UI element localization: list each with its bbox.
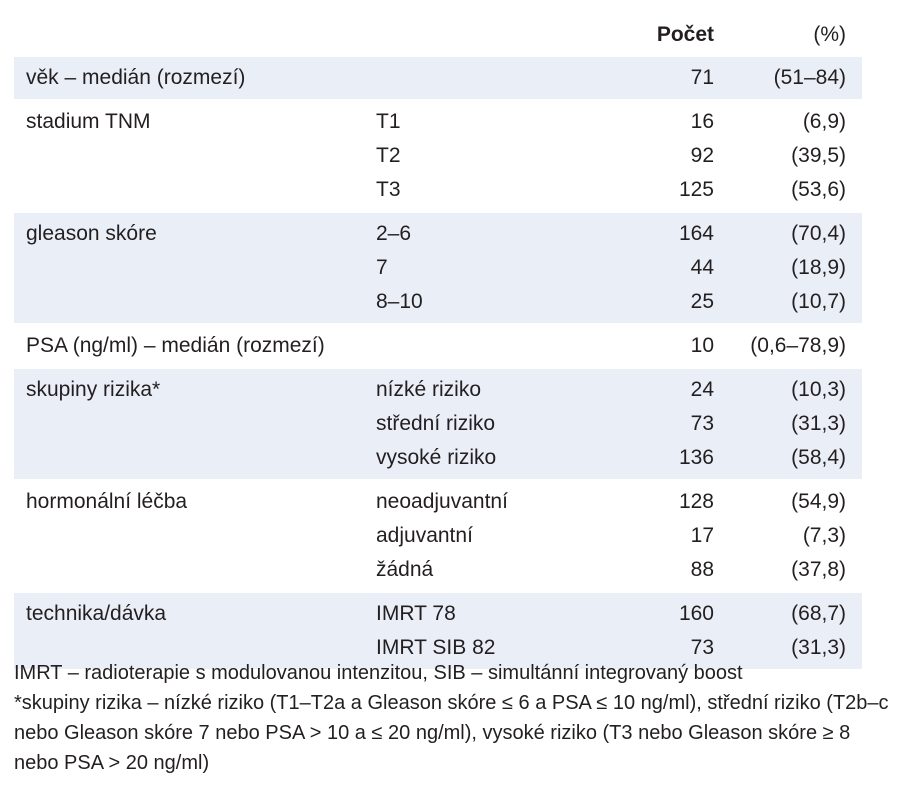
row-count: 125: [678, 178, 714, 201]
row-sublabel: T1: [364, 100, 554, 139]
table-row: [14, 251, 862, 285]
row-percent: (54,9): [714, 480, 862, 519]
row-sublabel: 8–10: [364, 285, 554, 324]
row-label: gleason skóre: [14, 212, 364, 251]
row-percent: (51–84): [714, 57, 862, 100]
row-sublabel: T3: [376, 178, 401, 201]
row-percent: (70,4): [714, 212, 862, 251]
row-percent: (18,9): [714, 251, 862, 285]
table-row: [14, 480, 862, 519]
row-sublabel: IMRT SIB 82: [364, 631, 554, 669]
table-row: [14, 212, 862, 251]
footnote-abbreviations: IMRT – radioterapie s modulovanou intenzitou, SIB – simultánní integrovaný boost: [14, 662, 743, 684]
row-label: [14, 285, 364, 324]
row-count: 136: [554, 441, 714, 480]
table-row: [14, 592, 862, 631]
row-sublabel: [364, 324, 554, 368]
row-label: skupiny rizika*: [14, 368, 364, 407]
row-label: [14, 553, 364, 592]
table-header: [14, 12, 862, 57]
table-row: [14, 441, 862, 480]
row-percent: (10,3): [714, 368, 862, 407]
row-sublabel: T2: [376, 144, 401, 167]
table-row: [14, 368, 862, 407]
row-percent: (0,6–78,9): [714, 324, 862, 368]
footnote-risk-groups: *skupiny rizika – nízké riziko (T1–T2a a Gleason skóre ≤ 6 a PSA ≤ 10 ng/ml), střední riziko (T2b–c nebo Gleason skóre 7 nebo PSA > 10 a ≤ 20 ng/ml), vysoké riziko (T3 nebo Gleason skóre ≥ 8 nebo PSA > 20 ng/ml): [14, 692, 889, 774]
table-row: [14, 100, 862, 139]
row-percent: (58,4): [714, 441, 862, 480]
table-row: [14, 139, 862, 173]
row-sublabel: vysoké riziko: [364, 441, 554, 480]
row-label: [14, 441, 364, 480]
patient-characteristics-table: [14, 12, 862, 669]
row-label: [14, 173, 364, 212]
row-label: [14, 139, 364, 173]
header-percent: (%): [813, 22, 846, 46]
header-blank-cell: [14, 12, 364, 57]
row-sublabel: střední riziko: [364, 407, 554, 441]
row-count: 160: [554, 592, 714, 631]
row-percent: (10,7): [714, 285, 862, 324]
row-count: 16: [554, 100, 714, 139]
row-sublabel: [364, 57, 554, 100]
row-percent: (68,7): [714, 592, 862, 631]
table-row: [14, 173, 862, 212]
row-label: PSA (ng/ml) – medián (rozmezí): [14, 324, 364, 368]
row-count: 164: [554, 212, 714, 251]
header-blank-cell: [364, 12, 554, 57]
row-count: 128: [554, 480, 714, 519]
row-label: technika/dávka: [14, 592, 364, 631]
row-label: [14, 407, 364, 441]
table-body: [14, 57, 862, 669]
row-count: 73: [554, 407, 714, 441]
table-row: [14, 407, 862, 441]
row-count: 24: [554, 368, 714, 407]
row-count: 73: [554, 631, 714, 669]
row-label: věk – medián (rozmezí): [14, 57, 364, 100]
row-label: stadium TNM: [14, 100, 364, 139]
table-row: [14, 285, 862, 324]
row-percent: (7,3): [802, 524, 846, 547]
row-percent: (31,3): [714, 631, 862, 669]
row-count: 25: [554, 285, 714, 324]
row-percent: (39,5): [791, 144, 846, 167]
table-row: [14, 324, 862, 368]
row-sublabel: neoadjuvantní: [364, 480, 554, 519]
header-count: Počet: [656, 22, 714, 46]
table-row: [14, 553, 862, 592]
row-percent: (37,8): [791, 558, 846, 581]
row-sublabel: 7: [364, 251, 554, 285]
row-percent: (53,6): [791, 178, 846, 201]
row-percent: (6,9): [714, 100, 862, 139]
row-sublabel: žádná: [376, 558, 434, 581]
row-count: 88: [690, 558, 714, 581]
row-count: 10: [554, 324, 714, 368]
row-count: 17: [690, 524, 714, 547]
row-sublabel: IMRT 78: [364, 592, 554, 631]
row-sublabel: nízké riziko: [364, 368, 554, 407]
row-sublabel: 2–6: [364, 212, 554, 251]
table-footnotes: [14, 658, 894, 778]
row-label: [14, 251, 364, 285]
table-row: [14, 57, 862, 100]
row-percent: (31,3): [714, 407, 862, 441]
row-sublabel: adjuvantní: [376, 524, 473, 547]
row-count: 92: [690, 144, 714, 167]
row-count: 44: [554, 251, 714, 285]
row-count: 71: [554, 57, 714, 100]
row-label: hormonální léčba: [14, 480, 364, 519]
row-label: [14, 519, 364, 553]
table-row: [14, 519, 862, 553]
